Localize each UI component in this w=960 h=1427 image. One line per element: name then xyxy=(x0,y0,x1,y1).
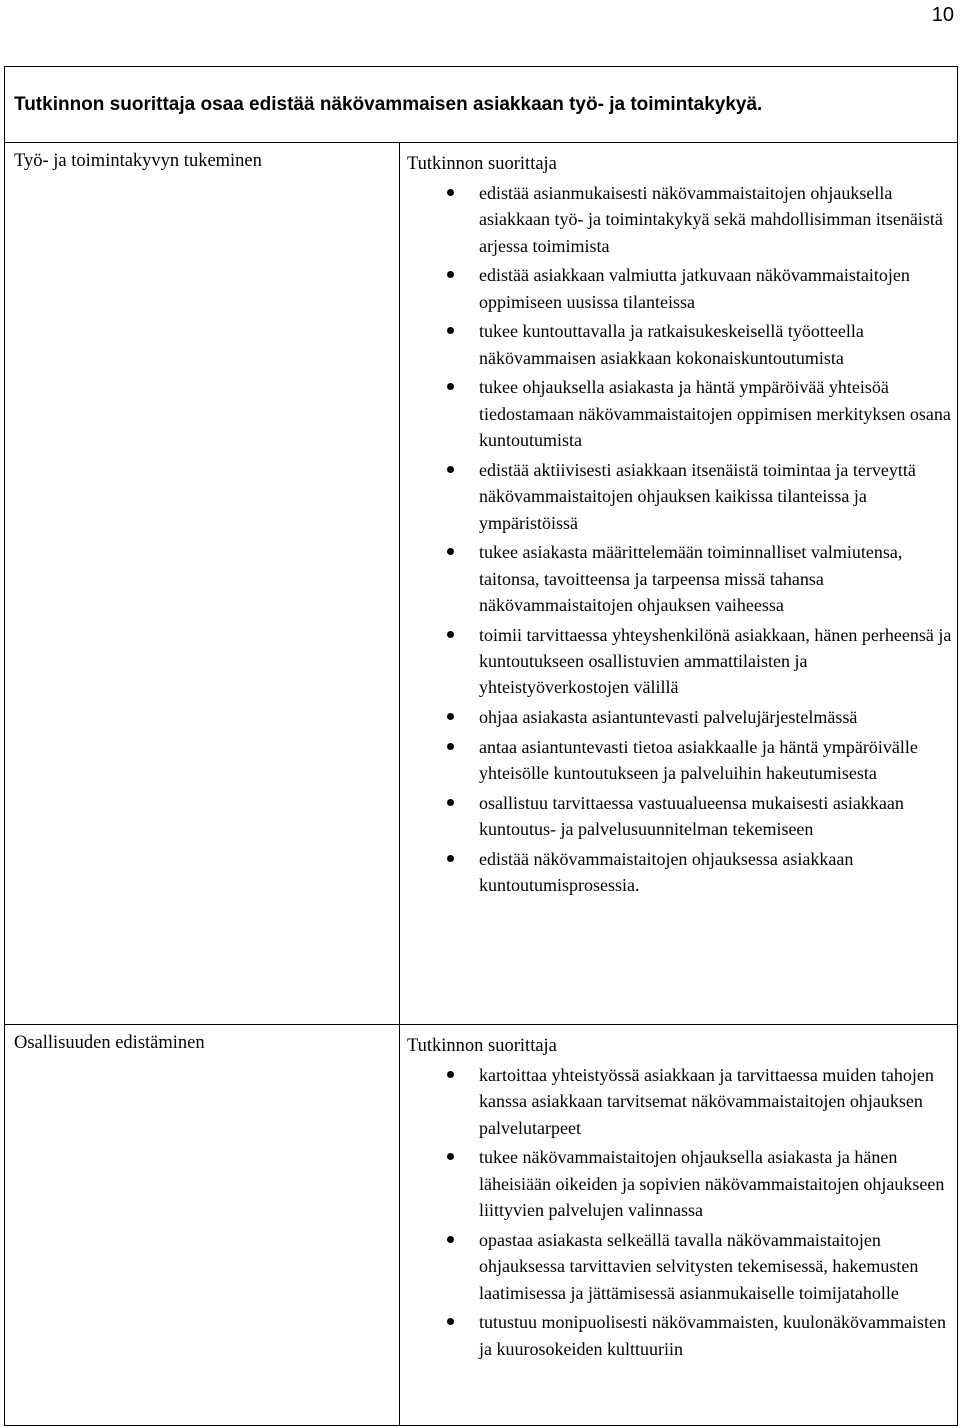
list-item: kartoittaa yhteistyössä asiakkaan ja tarvittaessa muiden tahojen kanssa asiakkaan tarvitsemat näkövammaistaitojen ohjauksen palvelutarpeet xyxy=(407,1062,952,1141)
bullet-icon xyxy=(447,189,454,196)
criteria-table xyxy=(4,66,958,1426)
list-item: antaa asiantuntevasti tietoa asiakkaalle ja häntä ympäröivälle yhteisölle kuntoutukseen ja palveluihin hakeutumisesta xyxy=(407,734,952,787)
list-item: tutustuu monipuolisesti näkövammaisten, kuulonäkövammaisten ja kuurosokeiden kulttuuriin xyxy=(407,1309,952,1362)
table-heading: Tutkinnon suorittaja osaa edistää näkövammaisen asiakkaan työ- ja toimintakykyä. xyxy=(14,94,763,115)
bullet-icon xyxy=(447,743,454,750)
bullet-icon xyxy=(447,1153,454,1160)
bullet-icon xyxy=(447,1236,454,1243)
list-item: tukee asiakasta määrittelemään toiminnalliset valmiutensa, taitonsa, tavoitteensa ja tarpeensa missä tahansa näkövammaistaitojen ohjauksen vaiheessa xyxy=(407,539,952,618)
list-item: opastaa asiakasta selkeällä tavalla näkövammaistaitojen ohjauksessa tarvittavien selvitysten tekemisessä, hakemusten laatimisessa ja jättämisessä asianmukaiselle toimijataholle xyxy=(407,1227,952,1306)
section-participation xyxy=(5,1025,957,1427)
list-item: toimii tarvittaessa yhteyshenkilönä asiakkaan, hänen perheensä ja kuntoutukseen osallistuvien ammattilaisten ja yhteistyöverkostojen välillä xyxy=(407,622,952,701)
bullet-icon xyxy=(447,1071,454,1078)
bullet-icon xyxy=(447,631,454,638)
criteria-list xyxy=(407,1062,952,1362)
list-item: edistää asianmukaisesti näkövammaistaitojen ohjauksella asiakkaan työ- ja toimintakykyä sekä mahdollisimman itsenäistä arjessa toimimista xyxy=(407,180,952,259)
list-item: edistää asiakkaan valmiutta jatkuvaan näkövammaistaitojen oppimiseen uusissa tilanteissa xyxy=(407,262,952,315)
bullet-icon xyxy=(447,327,454,334)
bullet-icon xyxy=(447,466,454,473)
list-item: osallistuu tarvittaessa vastuualueensa mukaisesti asiakkaan kuntoutus- ja palvelusuunnitelman tekemiseen xyxy=(407,790,952,843)
bullet-icon xyxy=(447,855,454,862)
list-item: tukee ohjauksella asiakasta ja häntä ympäröivää yhteisöä tiedostamaan näkövammaistaitojen oppimisen merkityksen osana kuntoutumista xyxy=(407,374,952,453)
list-item: tukee kuntouttavalla ja ratkaisukeskeisellä työotteella näkövammaisen asiakkaan kokonaiskuntoutumista xyxy=(407,318,952,371)
section-intro: Tutkinnon suorittaja xyxy=(407,1036,557,1056)
section-intro: Tutkinnon suorittaja xyxy=(407,154,557,174)
list-item: tukee näkövammaistaitojen ohjauksella asiakasta ja hänen läheisiään oikeiden ja sopivien näkövammaistaitojen ohjaukseen liittyvien palvelujen valinnassa xyxy=(407,1144,952,1223)
page-number: 10 xyxy=(931,4,954,26)
table-heading-row xyxy=(5,67,957,143)
list-item: edistää näkövammaistaitojen ohjauksessa asiakkaan kuntoutumisprosessia. xyxy=(407,846,952,899)
section-work-ability xyxy=(5,143,957,1025)
bullet-icon xyxy=(447,548,454,555)
criteria-list xyxy=(407,180,952,898)
section-content xyxy=(407,1033,952,1365)
section-content xyxy=(407,151,952,902)
section-label: Työ- ja toimintakyvyn tukeminen xyxy=(14,151,262,171)
bullet-icon xyxy=(447,383,454,390)
list-item: edistää aktiivisesti asiakkaan itsenäistä toimintaa ja terveyttä näkövammaistaitojen ohjauksen kaikissa tilanteissa ja ympäristöissä xyxy=(407,457,952,536)
list-item: ohjaa asiakasta asiantuntevasti palvelujärjestelmässä xyxy=(407,704,952,730)
bullet-icon xyxy=(447,713,454,720)
bullet-icon xyxy=(447,1318,454,1325)
section-label: Osallisuuden edistäminen xyxy=(14,1033,205,1053)
bullet-icon xyxy=(447,271,454,278)
bullet-icon xyxy=(447,799,454,806)
